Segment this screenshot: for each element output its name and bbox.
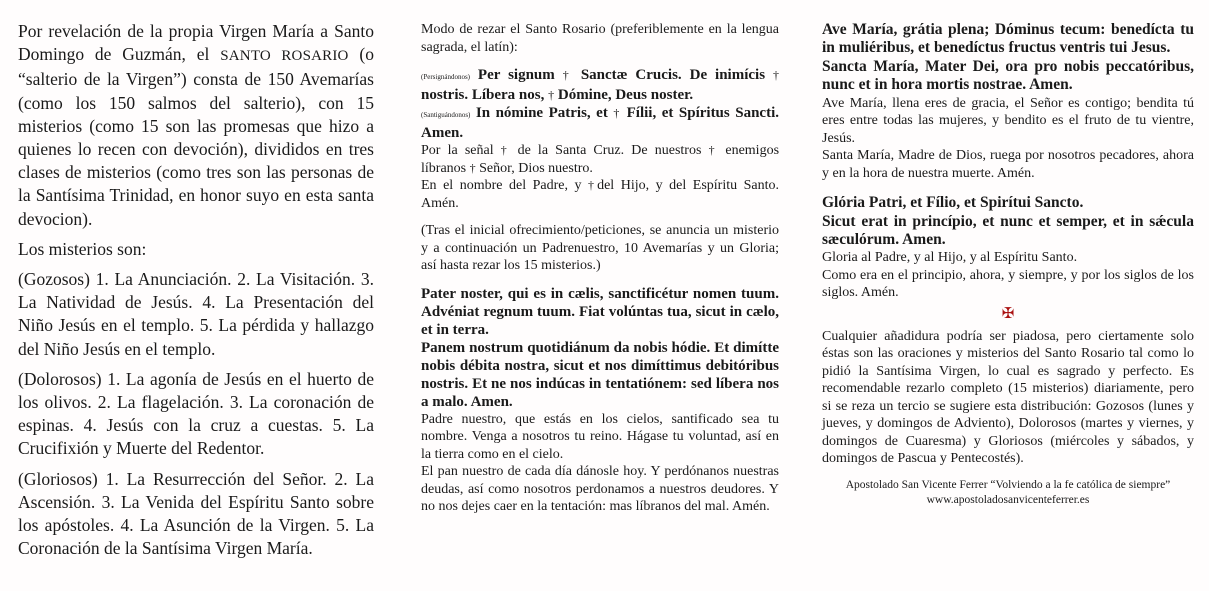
cross-icon: † <box>500 143 511 157</box>
gloria-spanish: Gloria al Padre, y al Hijo, y al Espíritu Santo. <box>822 250 1078 266</box>
credit-footer <box>822 478 1194 508</box>
sorrowful-mysteries: (Dolorosos) 1. La agonía de Jesús en el huerto de los olivos. 2. La flagelación. 3. La coronación de espinas. 4. Jesús con la cruz a cuestas. 5. La Crucifixión y Muerte del Redentor. <box>18 368 374 459</box>
padre-nuestro-spanish: Padre nuestro, que estás en los cielos, santificado sea tu nombre. Venga a nosotros tu reino. Hágase tu voluntad, así en la tierra como en el cielo. <box>421 411 779 462</box>
pater-noster-latin: Pater noster, qui es in cælis, sanctificétur nomen tuum. Advéniat regnum tuum. Fiat volúntas tua, sicut in cælo, et in terra. <box>421 285 779 338</box>
in-nomine-text: Fílii, et Spíritus Sancti. Amen. <box>421 105 780 141</box>
cross-icon: † <box>588 178 598 192</box>
note-persignandonos: (Persignándonos) <box>421 73 470 81</box>
en-el-nombre-spanish <box>421 177 779 212</box>
jerusalem-cross-icon: ✠ <box>1001 305 1015 322</box>
per-signum-latin <box>421 66 779 104</box>
note-santiguandonos: (Santiguándonos) <box>421 111 471 119</box>
ave-maria-latin: Ave María, grátia plena; Dóminus tecum: benedícta tu in muliéribus, et benedíctus fructus ventris tui Jesus. <box>822 21 1194 57</box>
por-senal-text: enemigos líbranos <box>421 143 780 176</box>
en-nombre-text: del Hijo, y del Espíritu Santo. Amén. <box>421 178 780 211</box>
in-nomine-latin <box>421 104 779 142</box>
cross-icon: † <box>562 68 573 82</box>
cross-icon: † <box>613 106 622 120</box>
gloria-patri-latin: Glória Patri, et Fílio, et Spirítui Sancto. <box>822 194 1084 212</box>
santa-maria-spanish: Santa María, Madre de Dios, ruega por nosotros pecadores, ahora y en la hora de nuestra muerte. Amén. <box>822 148 1194 181</box>
cross-icon: † <box>548 88 555 102</box>
cross-icon: † <box>708 143 719 157</box>
joyful-mysteries: (Gozosos) 1. La Anunciación. 2. La Visitación. 3. La Natividad de Jesús. 4. La Presentación del Niño Jesús en el templo. 5. La pérdida y hallazgo del Niño Jesús en el templo. <box>18 269 374 359</box>
cross-icon: † <box>469 160 476 175</box>
spacer <box>421 56 779 66</box>
sicut-erat-latin: Sicut erat in princípio, et nunc et semper, et in sǽcula sæculórum. Amen. <box>822 212 1194 248</box>
per-signum-text: Dómine, Deus noster. <box>554 87 694 103</box>
closing-paragraph: Cualquier añadidura podría ser piadosa, pero ciertamente solo éstas son las oraciones y misterios del Santo Rosario tal como lo pidió la Santísima Virgen, lo cual es sagrado y perfecto. Es recomendable rezarlo completo (15 misterios) diariamente, pero si se reza un tercio se sugiere esta distribución: Gozosos (lunes y jueves, y domingos de Adviento), Dolorosos (martes y viernes, y domingos de Cuaresma) y Gloriosos (miércoles y sábados, y domingos de Pascua y Pentecostés). <box>822 328 1194 467</box>
por-senal-text: de la Santa Cruz. De nuestros <box>510 143 709 158</box>
per-signum-text: nostris. Líbera nos, <box>421 87 549 103</box>
spacer <box>421 275 779 285</box>
cross-icon: † <box>772 68 779 82</box>
per-signum-text: Per signum <box>470 67 563 83</box>
en-nombre-text: En el nombre del Padre, y <box>421 178 589 193</box>
per-signum-text: Sanctæ Crucis. De inimícis <box>572 67 773 83</box>
column-introduction <box>18 20 374 567</box>
instruction-note: (Tras el inicial ofrecimiento/peticiones, se anuncia un misterio y a continuación un Padrenuestro, 10 Avemarías y un Gloria; así hasta rezar los 15 misterios.) <box>421 223 779 273</box>
spacer <box>822 182 1194 194</box>
ave-maria-spanish: Ave María, llena eres de gracia, el Señor es contigo; bendita tú eres entre todas las mujeres, y bendito es el fruto de tu vientre, Jesús. <box>822 95 1194 146</box>
credit-organization: Apostolado San Vicente Ferrer “Volviendo a la fe católica de siempre” <box>845 478 1171 491</box>
por-la-senal-spanish <box>421 142 779 177</box>
intro-text-a: Por revelación de la propia Virgen María a Santo Domingo de Guzmán, el <box>18 21 374 65</box>
santo-rosario-smallcaps: SANTO ROSARIO <box>220 48 349 65</box>
por-senal-text: Señor, Dios nuestro. <box>475 160 593 176</box>
credit-website: www.apostoladosanvicenteferrer.es <box>926 493 1090 506</box>
column-prayers-1 <box>421 21 779 516</box>
intro-text-b: (o “salterio de la Virgen”) consta de 150 Avemarías (como los 150 salmos del salterio), con 15 misterios (como 15 son las promesas que hizo a quienes lo recen con devoción), divididos en tres clases de misterios (como tres son las personas de la Santísima Trinidad, en honor suyo en esta santa devocion). <box>18 44 374 229</box>
in-nomine-text: In nómine Patris, et <box>470 105 614 121</box>
por-senal-text: Por la señal <box>421 143 501 158</box>
intro-paragraph <box>18 20 374 231</box>
spacer <box>421 212 779 222</box>
mysteries-heading: Los misterios son: <box>18 238 147 259</box>
column-prayers-2 <box>822 21 1194 508</box>
como-era-spanish: Como era en el principio, ahora, y siempre, y por los siglos de los siglos. Amén. <box>822 267 1194 301</box>
pan-nuestro-spanish: El pan nuestro de cada día dánosle hoy. Y perdónanos nuestras deudas, así como nosotros perdonamos a nuestros deudores. Y no nos dejes caer en la tentación: mas líbranos del mal. Amén. <box>421 464 779 514</box>
glorious-mysteries: (Gloriosos) 1. La Resurrección del Señor. 2. La Ascensión. 3. La Venida del Espíritu Santo sobre los apóstoles. 4. La Asunción de la Virgen. 5. La Coronación de la Santísima Virgen María. <box>18 468 374 559</box>
sancta-maria-latin: Sancta María, Mater Dei, ora pro nobis peccatóribus, nunc et in hora mortis nostrae. Amen. <box>822 57 1194 94</box>
how-to-pray-intro: Modo de rezar el Santo Rosario (preferiblemente en la lengua sagrada, el latín): <box>421 22 779 55</box>
panem-nostrum-latin: Panem nostrum quotidiánum da nobis hódie. Et dimítte nobis débita nostra, sicut et nos dimíttimus debitóribus nostris. Et ne nos indúcas in tentatiónem: sed líbera nos a malo. Amen. <box>421 339 779 410</box>
